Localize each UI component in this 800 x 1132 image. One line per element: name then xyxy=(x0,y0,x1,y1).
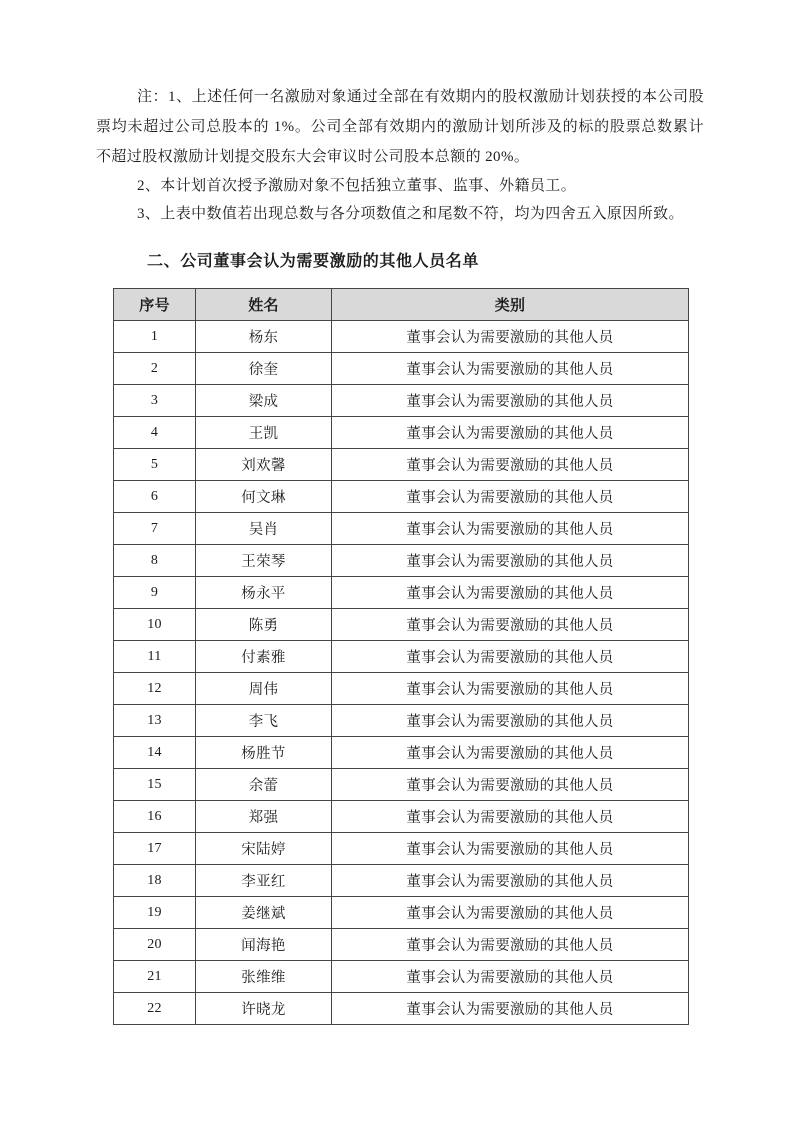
cell-name: 余蕾 xyxy=(196,769,332,801)
cell-category: 董事会认为需要激励的其他人员 xyxy=(332,737,689,769)
column-header-name: 姓名 xyxy=(196,289,332,321)
cell-no: 7 xyxy=(114,513,196,545)
column-header-category: 类别 xyxy=(332,289,689,321)
cell-category: 董事会认为需要激励的其他人员 xyxy=(332,929,689,961)
cell-no: 3 xyxy=(114,385,196,417)
cell-category: 董事会认为需要激励的其他人员 xyxy=(332,481,689,513)
table-row xyxy=(114,705,689,737)
section-heading: 二、公司董事会认为需要激励的其他人员名单 xyxy=(147,253,480,270)
cell-category: 董事会认为需要激励的其他人员 xyxy=(332,321,689,353)
cell-no: 1 xyxy=(114,321,196,353)
table-row xyxy=(114,513,689,545)
cell-no: 15 xyxy=(114,769,196,801)
note-paragraph-3: 3、上表中数值若出现总数与各分项数值之和尾数不符，均为四舍五入原因所致。 xyxy=(137,206,684,222)
cell-no: 19 xyxy=(114,897,196,929)
cell-category: 董事会认为需要激励的其他人员 xyxy=(332,833,689,865)
cell-name: 李飞 xyxy=(196,705,332,737)
cell-no: 13 xyxy=(114,705,196,737)
cell-name: 许晓龙 xyxy=(196,993,332,1025)
table-row xyxy=(114,673,689,705)
table-row xyxy=(114,609,689,641)
cell-name: 郑强 xyxy=(196,801,332,833)
table-row xyxy=(114,481,689,513)
cell-name: 王凯 xyxy=(196,417,332,449)
cell-name: 宋陆婷 xyxy=(196,833,332,865)
cell-category: 董事会认为需要激励的其他人员 xyxy=(332,769,689,801)
people-table-body xyxy=(114,321,689,1025)
cell-no: 5 xyxy=(114,449,196,481)
table-row xyxy=(114,961,689,993)
cell-no: 9 xyxy=(114,577,196,609)
cell-name: 杨胜节 xyxy=(196,737,332,769)
cell-name: 张维维 xyxy=(196,961,332,993)
cell-no: 4 xyxy=(114,417,196,449)
cell-no: 8 xyxy=(114,545,196,577)
table-header-row xyxy=(114,289,689,321)
cell-name: 姜继斌 xyxy=(196,897,332,929)
cell-name: 吴肖 xyxy=(196,513,332,545)
cell-category: 董事会认为需要激励的其他人员 xyxy=(332,449,689,481)
cell-category: 董事会认为需要激励的其他人员 xyxy=(332,993,689,1025)
cell-category: 董事会认为需要激励的其他人员 xyxy=(332,705,689,737)
cell-category: 董事会认为需要激励的其他人员 xyxy=(332,513,689,545)
table-row xyxy=(114,737,689,769)
table-row xyxy=(114,449,689,481)
cell-name: 杨永平 xyxy=(196,577,332,609)
cell-category: 董事会认为需要激励的其他人员 xyxy=(332,897,689,929)
cell-name: 闻海艳 xyxy=(196,929,332,961)
cell-category: 董事会认为需要激励的其他人员 xyxy=(332,609,689,641)
table-row xyxy=(114,833,689,865)
cell-category: 董事会认为需要激励的其他人员 xyxy=(332,353,689,385)
table-row xyxy=(114,321,689,353)
table-row xyxy=(114,897,689,929)
cell-no: 22 xyxy=(114,993,196,1025)
incentive-people-table xyxy=(113,288,689,1025)
cell-name: 李亚红 xyxy=(196,865,332,897)
cell-no: 6 xyxy=(114,481,196,513)
cell-category: 董事会认为需要激励的其他人员 xyxy=(332,417,689,449)
cell-category: 董事会认为需要激励的其他人员 xyxy=(332,961,689,993)
cell-no: 14 xyxy=(114,737,196,769)
table-row xyxy=(114,577,689,609)
note-paragraph-1: 注：1、上述任何一名激励对象通过全部在有效期内的股权激励计划获授的本公司股票均未超过公司总股本的 1%。公司全部有效期内的激励计划所涉及的标的股票总数累计不超过股权激励计划提交股东大会审议时公司股本总额的 20%。 xyxy=(96,89,704,165)
table-row xyxy=(114,641,689,673)
cell-category: 董事会认为需要激励的其他人员 xyxy=(332,865,689,897)
table-row xyxy=(114,353,689,385)
cell-category: 董事会认为需要激励的其他人员 xyxy=(332,545,689,577)
table-row xyxy=(114,865,689,897)
cell-category: 董事会认为需要激励的其他人员 xyxy=(332,801,689,833)
table-row xyxy=(114,769,689,801)
cell-no: 11 xyxy=(114,641,196,673)
cell-category: 董事会认为需要激励的其他人员 xyxy=(332,673,689,705)
table-row xyxy=(114,993,689,1025)
cell-no: 10 xyxy=(114,609,196,641)
cell-name: 付素雅 xyxy=(196,641,332,673)
column-header-no: 序号 xyxy=(114,289,196,321)
cell-name: 何文琳 xyxy=(196,481,332,513)
cell-no: 2 xyxy=(114,353,196,385)
cell-category: 董事会认为需要激励的其他人员 xyxy=(332,641,689,673)
table-row xyxy=(114,545,689,577)
cell-name: 陈勇 xyxy=(196,609,332,641)
cell-name: 刘欢馨 xyxy=(196,449,332,481)
table-row xyxy=(114,417,689,449)
cell-name: 周伟 xyxy=(196,673,332,705)
note-paragraph-2: 2、本计划首次授予激励对象不包括独立董事、监事、外籍员工。 xyxy=(137,178,577,194)
cell-name: 杨东 xyxy=(196,321,332,353)
table-row xyxy=(114,801,689,833)
cell-name: 王荣琴 xyxy=(196,545,332,577)
cell-no: 18 xyxy=(114,865,196,897)
cell-name: 梁成 xyxy=(196,385,332,417)
cell-no: 16 xyxy=(114,801,196,833)
cell-no: 17 xyxy=(114,833,196,865)
cell-category: 董事会认为需要激励的其他人员 xyxy=(332,577,689,609)
cell-no: 21 xyxy=(114,961,196,993)
cell-no: 20 xyxy=(114,929,196,961)
table-row xyxy=(114,929,689,961)
table-row xyxy=(114,385,689,417)
cell-category: 董事会认为需要激励的其他人员 xyxy=(332,385,689,417)
cell-no: 12 xyxy=(114,673,196,705)
cell-name: 徐奎 xyxy=(196,353,332,385)
